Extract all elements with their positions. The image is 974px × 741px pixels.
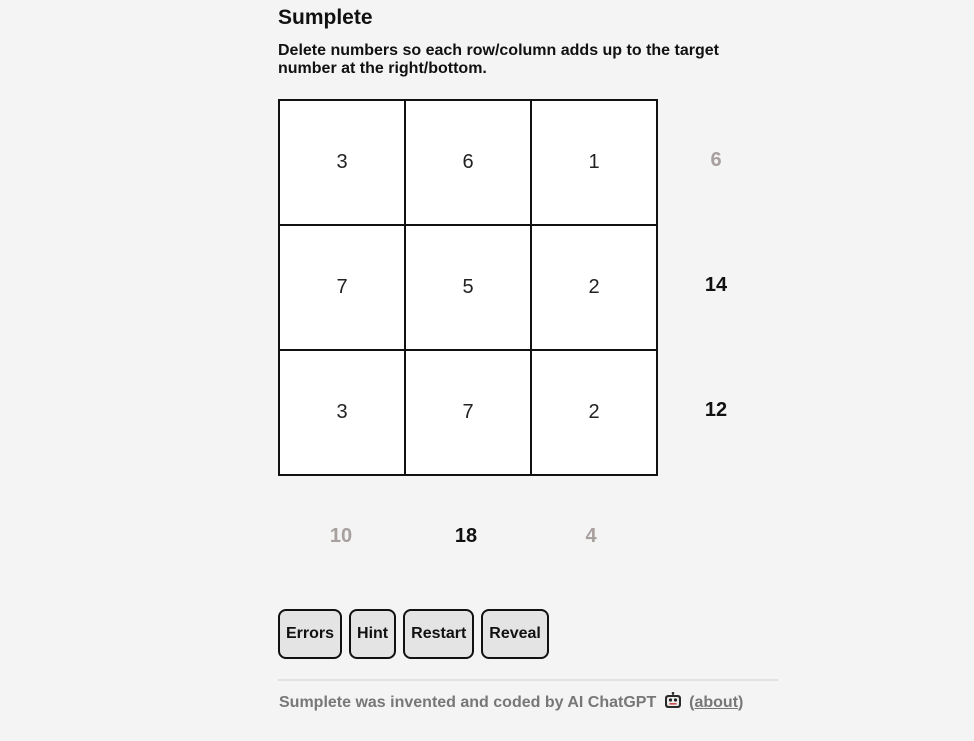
grid-cell[interactable]: 3 <box>279 100 405 225</box>
restart-button[interactable]: Restart <box>403 609 474 659</box>
footer <box>279 692 743 712</box>
footer-text: Sumplete was invented and coded by AI ChatGPT <box>279 694 657 711</box>
grid-row-3 <box>279 350 657 475</box>
grid-row-2 <box>279 225 657 350</box>
grid-cell[interactable]: 3 <box>279 350 405 475</box>
row-target-1: 6 <box>710 149 722 171</box>
reveal-button[interactable]: Reveal <box>481 609 549 659</box>
row-target-3: 12 <box>704 399 728 421</box>
about-link-close: ) <box>738 694 744 711</box>
about-link-open: ( <box>689 694 695 711</box>
grid-cell[interactable]: 5 <box>405 225 531 350</box>
grid-cell[interactable]: 7 <box>405 350 531 475</box>
page-title: Sumplete <box>278 6 373 29</box>
footer-divider <box>278 679 778 681</box>
col-target-1: 10 <box>329 525 353 547</box>
col-target-3: 4 <box>585 525 597 547</box>
puzzle-grid <box>278 99 658 476</box>
grid-cell[interactable]: 2 <box>531 350 657 475</box>
hint-button[interactable]: Hint <box>349 609 396 659</box>
about-link[interactable]: about <box>694 694 739 711</box>
robot-icon <box>664 692 682 709</box>
col-target-2: 18 <box>454 525 478 547</box>
grid-cell[interactable]: 2 <box>531 225 657 350</box>
grid-cell[interactable]: 7 <box>279 225 405 350</box>
grid-cell[interactable]: 1 <box>531 100 657 225</box>
grid-cell[interactable]: 6 <box>405 100 531 225</box>
row-target-2: 14 <box>704 274 728 296</box>
errors-button[interactable]: Errors <box>278 609 342 659</box>
control-buttons <box>278 609 549 659</box>
instructions-text: Delete numbers so each row/column adds up to the target number at the right/bottom. <box>278 42 719 77</box>
grid-row-1 <box>279 100 657 225</box>
